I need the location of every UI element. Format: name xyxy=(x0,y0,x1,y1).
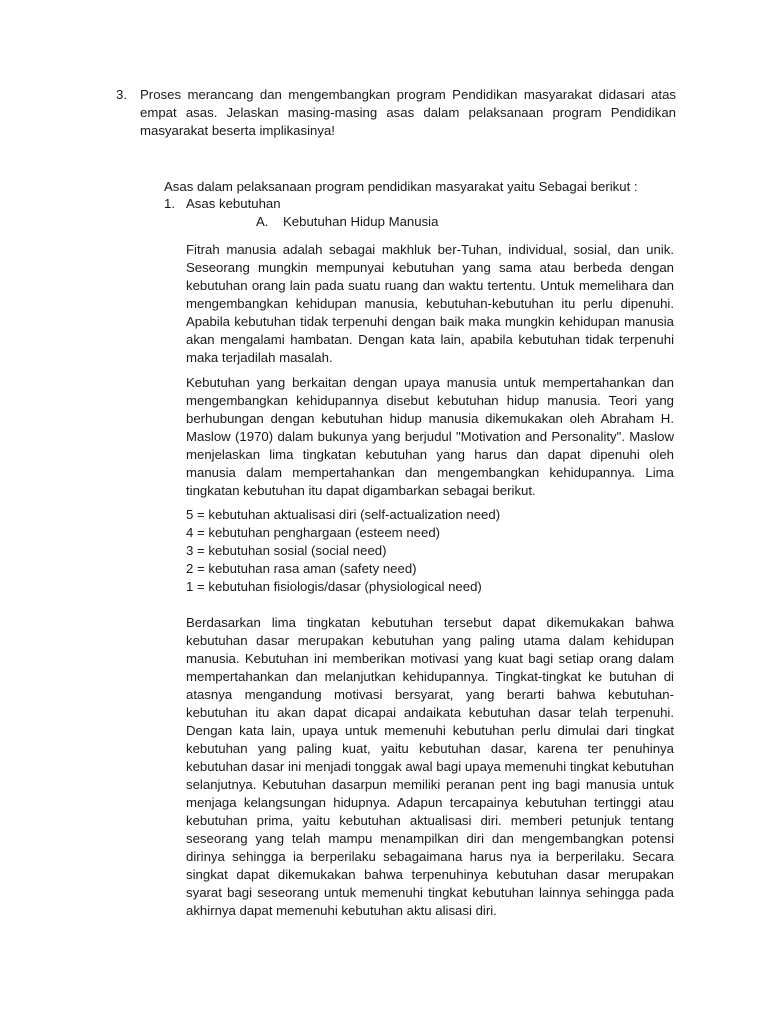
need-level-item: 3 = kebutuhan sosial (social need) xyxy=(186,543,387,558)
need-levels-list xyxy=(186,506,500,596)
question-text: Proses merancang dan mengembangkan program Pendidikan masyarakat didasari atas empat asas. Jelaskan masing-masing asas dalam pelaksanaan program Pendidikan masyarakat beserta implikasinya! xyxy=(140,87,676,138)
sub-heading-label: Kebutuhan Hidup Manusia xyxy=(283,214,439,229)
paragraph-1: Fitrah manusia adalah sebagai makhluk ber-Tuhan, individual, sosial, dan unik. Seseorang mungkin mempunyai kebutuhan yang sama atau berbeda dengan kebutuhan orang lain pada suatu ruang dan waktu tertentu. Untuk memelihara dan mengembangkan kehidupan manusia, kebutuhan-kebutuhan itu perlu dipenuhi. Apabila kebutuhan tidak terpenuhi dengan baik maka mungkin kehidupan manusia akan mengalami hambatan. Dengan kata lain, apabila kebutuhan tidak terpenuhi maka terjadilah masalah. xyxy=(186,242,674,365)
need-level-item: 1 = kebutuhan fisiologis/dasar (physiological need) xyxy=(186,579,482,594)
list-item-asas-kebutuhan xyxy=(164,195,281,213)
list-label: Asas kebutuhan xyxy=(186,196,281,211)
question-block xyxy=(116,86,676,140)
sub-heading-letter: A. xyxy=(256,214,269,229)
paragraph-2: Kebutuhan yang berkaitan dengan upaya manusia untuk mempertahankan dan mengembangkan kehidupannya disebut kebutuhan hidup manusia. Teori yang berhubungan dengan kebutuhan hidup manusia dikemukakan oleh Abraham H. Maslow (1970) dalam bukunya yang berjudul "Motivation and Personality". Maslow menjelaskan lima tingkatan kebutuhan yang harus dan dapat dipenuhi oleh manusia dalam mempertahankan dan mengembangkan kehidupannya. Lima tingkatan kebutuhan itu dapat digambarkan sebagai berikut. xyxy=(186,375,674,498)
need-level-item: 5 = kebutuhan aktualisasi diri (self-actualization need) xyxy=(186,507,501,522)
need-level-item: 4 = kebutuhan penghargaan (esteem need) xyxy=(186,525,441,540)
sub-heading-a xyxy=(256,213,438,231)
need-level-item: 2 = kebutuhan rasa aman (safety need) xyxy=(186,561,417,576)
paragraph-3: Berdasarkan lima tingkatan kebutuhan tersebut dapat dikemukakan bahwa kebutuhan dasar merupakan kebutuhan yang paling utama dalam kehidupan manusia. Kebutuhan ini memberikan motivasi yang kuat bagi setiap orang dalam mempertahankan dan melanjutkan kehidupannya. Tingkat-tingkat ke butuhan di atasnya mengandung motivasi bersyarat, yang berarti bahwa kebutuhan-kebutuhan itu akan dapat dicapai andaikata kebutuhan dasar telah terpenuhi. Dengan kata lain, upaya untuk memenuhi kebutuhan perlu dimulai dari tingkat kebutuhan yang paling kuat, yaitu kebutuhan dasar, karena ter penuhinya kebutuhan dasar ini menjadi tonggak awal bagi upaya memenuhi tingkat kebutuhan selanjutnya. Kebutuhan dasarpun memiliki peranan pent ing bagi manusia untuk menjaga kelangsungan hidupnya. Adapun tercapainya kebutuhan tertinggi atau kebutuhan prima, yaitu kebutuhan aktualisasi diri. memberi petunjuk tentang seseorang yang telah mampu menampilkan diri dan mengembangkan potensi dirinya sehingga ia berperilaku sebagaimana harus nya ia berperilaku. Secara singkat dapat dikemukakan bahwa terpenuhinya kebutuhan dasar merupakan syarat bagi seseorang untuk memenuhi tingkat kebutuhan lainnya sehingga pada akhirnya dapat memenuhi kebutuhan aktu alisasi diri. xyxy=(186,615,674,918)
list-number: 1. xyxy=(164,196,175,211)
answer-intro: Asas dalam pelaksanaan program pendidikan masyarakat yaitu Sebagai berikut : xyxy=(164,179,638,194)
question-number: 3. xyxy=(116,87,127,102)
